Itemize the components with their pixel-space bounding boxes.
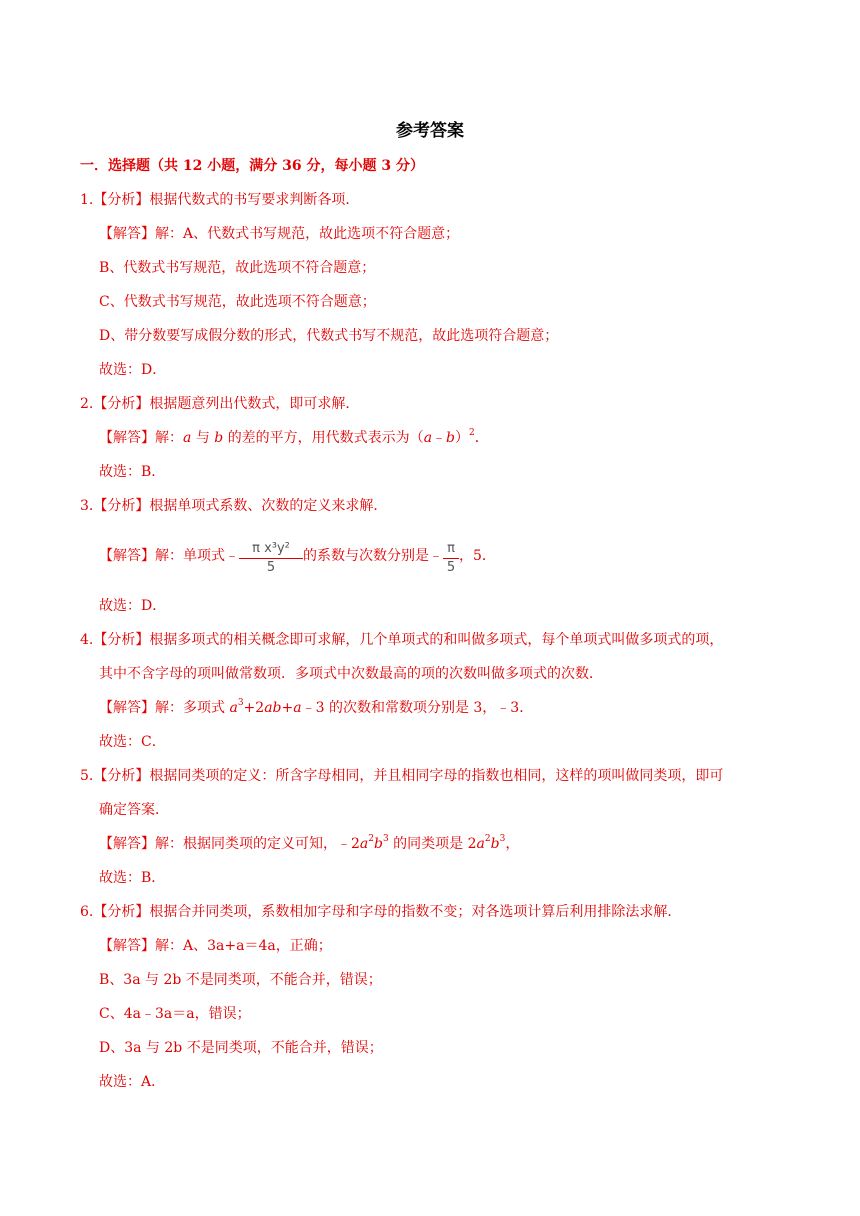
- coefficient-denominator: 5: [446, 559, 456, 575]
- q4-choice: 故选：C．: [99, 734, 166, 750]
- q6-answer-d: D、3a 与 2b 不是同类项，不能合并，错误；: [99, 1040, 383, 1056]
- q6-answer-a: 【解答】解：A、3a+a＝4a，正确；: [99, 938, 332, 954]
- q4-answer: 【解答】解：多项式 $a^3+2ab+a﹣3$ 的次数和常数项分别是 3，﹣3．: [99, 698, 534, 716]
- monomial-numerator: π x³y²: [252, 540, 290, 556]
- q2-answer-mid1: 与: [195, 430, 210, 446]
- q6-answer-b: B、3a 与 2b 不是同类项，不能合并，错误；: [99, 972, 382, 988]
- q3-answer: [99, 532, 496, 582]
- q3-choice: 故选：D．: [99, 598, 167, 614]
- q1-choice: 故选：D．: [99, 362, 167, 378]
- q2-choice: 故选：B．: [99, 464, 166, 480]
- q2-answer-mid2: 的差的平方，用代数式表示为（: [227, 430, 424, 446]
- q5-answer-pre: 【解答】解：根据同类项的定义可知，﹣2: [99, 836, 360, 852]
- q4-answer-pre: 【解答】解：多项式: [99, 700, 230, 716]
- q4-answer-post: 的次数和常数项分别是 3，﹣3．: [328, 700, 534, 716]
- q5-answer-mid: 的同类项是 2: [393, 836, 477, 852]
- q3-answer-pre: 【解答】解：单项式﹣: [99, 548, 239, 564]
- q1-answer-b: B、代数式书写规范，故此选项不符合题意；: [99, 260, 376, 276]
- q3-answer-mid: 的系数与次数分别是﹣: [303, 548, 443, 564]
- q3-analysis: 3.【分析】根据单项式系数、次数的定义来求解．: [80, 498, 388, 514]
- q5-analysis-line2: 确定答案．: [99, 802, 169, 818]
- page-title: 参考答案: [396, 121, 464, 141]
- coefficient-numerator: π: [447, 540, 455, 556]
- q5-answer-post: ，: [505, 836, 520, 852]
- q1-answer-d: D、带分数要写成假分数的形式，代数式书写不规范，故此选项符合题意；: [99, 328, 559, 344]
- q4-analysis-line2: 其中不含字母的项叫做常数项．多项式中次数最高的项的次数叫做多项式的次数．: [99, 666, 603, 682]
- q2-answer-post: ）: [455, 430, 470, 446]
- q6-analysis: 6.【分析】根据合并同类项，系数相加字母和字母的指数不变；对各选项计算后利用排除法求解．: [80, 904, 682, 920]
- q6-answer-c: C、4a﹣3a＝a，错误；: [99, 1006, 251, 1022]
- q1-analysis: 1.【分析】根据代数式的书写要求判断各项．: [80, 192, 360, 208]
- q3-answer-post: ，5．: [459, 548, 496, 564]
- q5-choice: 故选：B．: [99, 870, 166, 886]
- q2-analysis: 2.【分析】根据题意列出代数式，即可求解．: [80, 396, 360, 412]
- q1-answer-a: 【解答】解：A、代数式书写规范，故此选项不符合题意；: [99, 226, 460, 242]
- coefficient-fraction: [443, 536, 459, 577]
- q2-answer: 【解答】解：a 与 b 的差的平方，用代数式表示为（a﹣b）$^2$．: [99, 428, 489, 446]
- section-heading: 一．选择题（共 12 小题，满分 36 分，每小题 3 分）: [80, 158, 424, 174]
- q6-choice: 故选：A．: [99, 1074, 166, 1090]
- q5-analysis-line1: 5.【分析】根据同类项的定义：所含字母相同，并且相同字母的指数也相同，这样的项叫做同类项，即可: [80, 768, 724, 784]
- q2-answer-pre: 【解答】解：: [99, 430, 183, 446]
- q5-answer: 【解答】解：根据同类项的定义可知，$﹣2a^2b^3$ 的同类项是 $2a^2b^3$，: [99, 834, 520, 852]
- q4-analysis-line1: 4.【分析】根据多项式的相关概念即可求解，几个单项式的和叫做多项式，每个单项式叫做多项式的项，: [80, 632, 724, 648]
- monomial-denominator: 5: [266, 559, 276, 575]
- monomial-fraction: [239, 536, 303, 577]
- q1-answer-c: C、代数式书写规范，故此选项不符合题意；: [99, 294, 376, 310]
